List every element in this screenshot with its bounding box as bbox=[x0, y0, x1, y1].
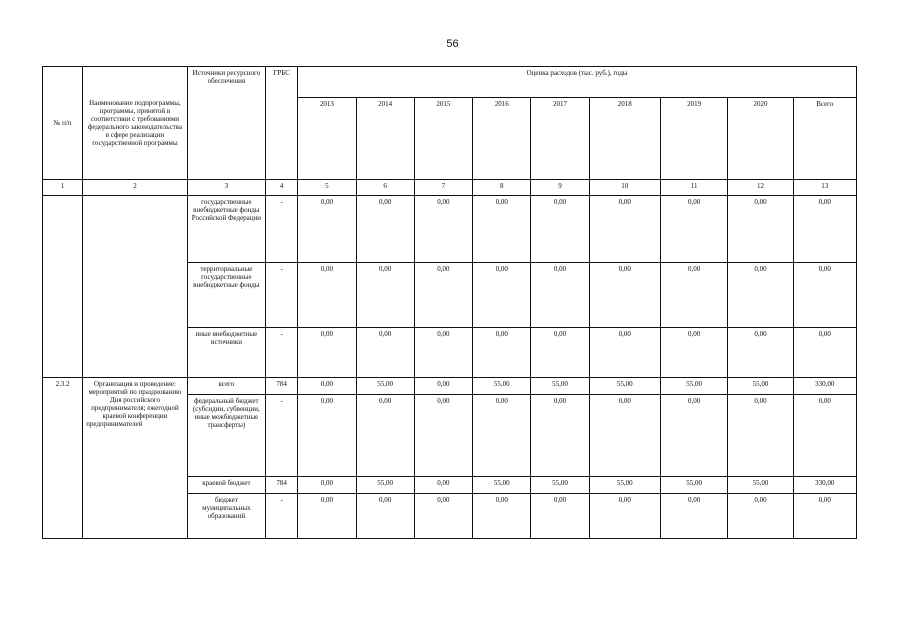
header-year: 2016 bbox=[473, 98, 531, 180]
row-value: 0,00 bbox=[298, 263, 356, 328]
row-grbs: 784 bbox=[266, 378, 298, 395]
header-year: 2019 bbox=[660, 98, 727, 180]
row-value-total: 0,00 bbox=[793, 328, 856, 378]
row-value: 0,00 bbox=[473, 196, 531, 263]
row-value: 0,00 bbox=[728, 328, 793, 378]
row-value: 0,00 bbox=[356, 395, 414, 477]
header-estimate: Оценка расходов (тыс. руб.), годы bbox=[298, 67, 857, 98]
row-value-total: 0,00 bbox=[793, 494, 856, 539]
row-grbs: - bbox=[266, 328, 298, 378]
column-number: 13 bbox=[793, 180, 856, 196]
row-value: 0,00 bbox=[660, 494, 727, 539]
column-number: 9 bbox=[531, 180, 589, 196]
row-value: 0,00 bbox=[728, 196, 793, 263]
header-year: 2015 bbox=[414, 98, 472, 180]
column-number: 10 bbox=[589, 180, 660, 196]
row-value: 0,00 bbox=[356, 328, 414, 378]
row-value: 55,00 bbox=[356, 378, 414, 395]
row-source: федеральный бюджет (субсидии, субвенции, иные межбюджетные трансферты) bbox=[187, 395, 265, 477]
row-value: 0,00 bbox=[414, 378, 472, 395]
row-value: 0,00 bbox=[589, 263, 660, 328]
item-num: 2.3.2 bbox=[43, 378, 83, 539]
table-row bbox=[43, 378, 857, 395]
row-value: 0,00 bbox=[589, 328, 660, 378]
header-year: 2017 bbox=[531, 98, 589, 180]
row-value: 0,00 bbox=[356, 196, 414, 263]
header-year-total: Всего bbox=[793, 98, 856, 180]
column-number: 11 bbox=[660, 180, 727, 196]
header-num: № п/п bbox=[43, 67, 83, 180]
column-number: 12 bbox=[728, 180, 793, 196]
row-value-total: 330,00 bbox=[793, 477, 856, 494]
row-source: иные внебюджетные источники bbox=[187, 328, 265, 378]
row-grbs: - bbox=[266, 196, 298, 263]
row-value: 0,00 bbox=[298, 328, 356, 378]
header-row bbox=[43, 67, 857, 98]
row-value: 55,00 bbox=[473, 477, 531, 494]
row-value: 0,00 bbox=[660, 328, 727, 378]
row-value: 0,00 bbox=[660, 263, 727, 328]
row-value: 0,00 bbox=[473, 395, 531, 477]
row-value-total: 0,00 bbox=[793, 263, 856, 328]
header-year: 2014 bbox=[356, 98, 414, 180]
column-number: 8 bbox=[473, 180, 531, 196]
header-grbs: ГРБС bbox=[266, 67, 298, 180]
column-number: 6 bbox=[356, 180, 414, 196]
row-value: 55,00 bbox=[589, 378, 660, 395]
row-name-cell bbox=[83, 196, 188, 378]
row-value: 0,00 bbox=[531, 263, 589, 328]
row-value: 0,00 bbox=[728, 263, 793, 328]
column-number: 3 bbox=[187, 180, 265, 196]
row-source: территориальные государственные внебюджетные фонды bbox=[187, 263, 265, 328]
row-value: 0,00 bbox=[660, 196, 727, 263]
row-value: 0,00 bbox=[414, 477, 472, 494]
row-value: 0,00 bbox=[589, 196, 660, 263]
row-value: 0,00 bbox=[473, 494, 531, 539]
column-number: 7 bbox=[414, 180, 472, 196]
row-value: 0,00 bbox=[589, 395, 660, 477]
row-value: 55,00 bbox=[531, 477, 589, 494]
column-number: 1 bbox=[43, 180, 83, 196]
column-number-row bbox=[43, 180, 857, 196]
header-year: 2018 bbox=[589, 98, 660, 180]
row-value: 0,00 bbox=[298, 196, 356, 263]
row-value: 55,00 bbox=[589, 477, 660, 494]
row-grbs: - bbox=[266, 395, 298, 477]
row-source: всего bbox=[187, 378, 265, 395]
column-number: 2 bbox=[83, 180, 188, 196]
header-source: Источники ресурсного обеспечения bbox=[187, 67, 265, 180]
row-grbs: 784 bbox=[266, 477, 298, 494]
row-value-total: 0,00 bbox=[793, 196, 856, 263]
row-num-cell bbox=[43, 196, 83, 378]
budget-table bbox=[42, 66, 857, 539]
row-value: 0,00 bbox=[414, 196, 472, 263]
row-value: 55,00 bbox=[728, 477, 793, 494]
row-source: бюджет муниципальных образований bbox=[187, 494, 265, 539]
row-value: 0,00 bbox=[473, 263, 531, 328]
row-value: 0,00 bbox=[531, 196, 589, 263]
row-value: 55,00 bbox=[531, 378, 589, 395]
header-name: Наименование подпрограммы, программы, принятой в соответствии с требованиями федерального законодательства в сфере реализации государственной программы bbox=[83, 67, 188, 180]
column-number: 4 bbox=[266, 180, 298, 196]
row-value: 55,00 bbox=[660, 477, 727, 494]
table-row bbox=[43, 196, 857, 263]
row-value: 0,00 bbox=[589, 494, 660, 539]
row-value: 0,00 bbox=[298, 395, 356, 477]
row-value: 0,00 bbox=[298, 477, 356, 494]
row-value: 0,00 bbox=[414, 263, 472, 328]
row-value: 0,00 bbox=[660, 395, 727, 477]
row-value: 55,00 bbox=[473, 378, 531, 395]
row-source: краевой бюджет bbox=[187, 477, 265, 494]
row-value: 0,00 bbox=[414, 494, 472, 539]
row-value: 55,00 bbox=[660, 378, 727, 395]
row-value-total: 0,00 bbox=[793, 395, 856, 477]
column-number: 5 bbox=[298, 180, 356, 196]
header-year: 2013 bbox=[298, 98, 356, 180]
row-value: 55,00 bbox=[728, 378, 793, 395]
row-value-total: 330,00 bbox=[793, 378, 856, 395]
row-grbs: - bbox=[266, 263, 298, 328]
row-value: 0,00 bbox=[356, 263, 414, 328]
row-value: 55,00 bbox=[356, 477, 414, 494]
header-year: 2020 bbox=[728, 98, 793, 180]
row-value: 0,00 bbox=[473, 328, 531, 378]
row-value: 0,00 bbox=[531, 395, 589, 477]
row-value: 0,00 bbox=[728, 395, 793, 477]
row-value: 0,00 bbox=[531, 494, 589, 539]
row-value: 0,00 bbox=[298, 494, 356, 539]
row-grbs: - bbox=[266, 494, 298, 539]
row-value: 0,00 bbox=[298, 378, 356, 395]
row-value: 0,00 bbox=[728, 494, 793, 539]
row-value: 0,00 bbox=[414, 328, 472, 378]
item-name: Организация и проведение: мероприятий по празднованию Дня российского предпринимателя; ежегодной краевой конференции предпринимателей bbox=[83, 378, 188, 539]
page-number: 56 bbox=[446, 38, 459, 50]
row-value: 0,00 bbox=[531, 328, 589, 378]
row-value: 0,00 bbox=[356, 494, 414, 539]
row-source: государственные внебюджетные фонды Российской Федерации bbox=[187, 196, 265, 263]
row-value: 0,00 bbox=[414, 395, 472, 477]
